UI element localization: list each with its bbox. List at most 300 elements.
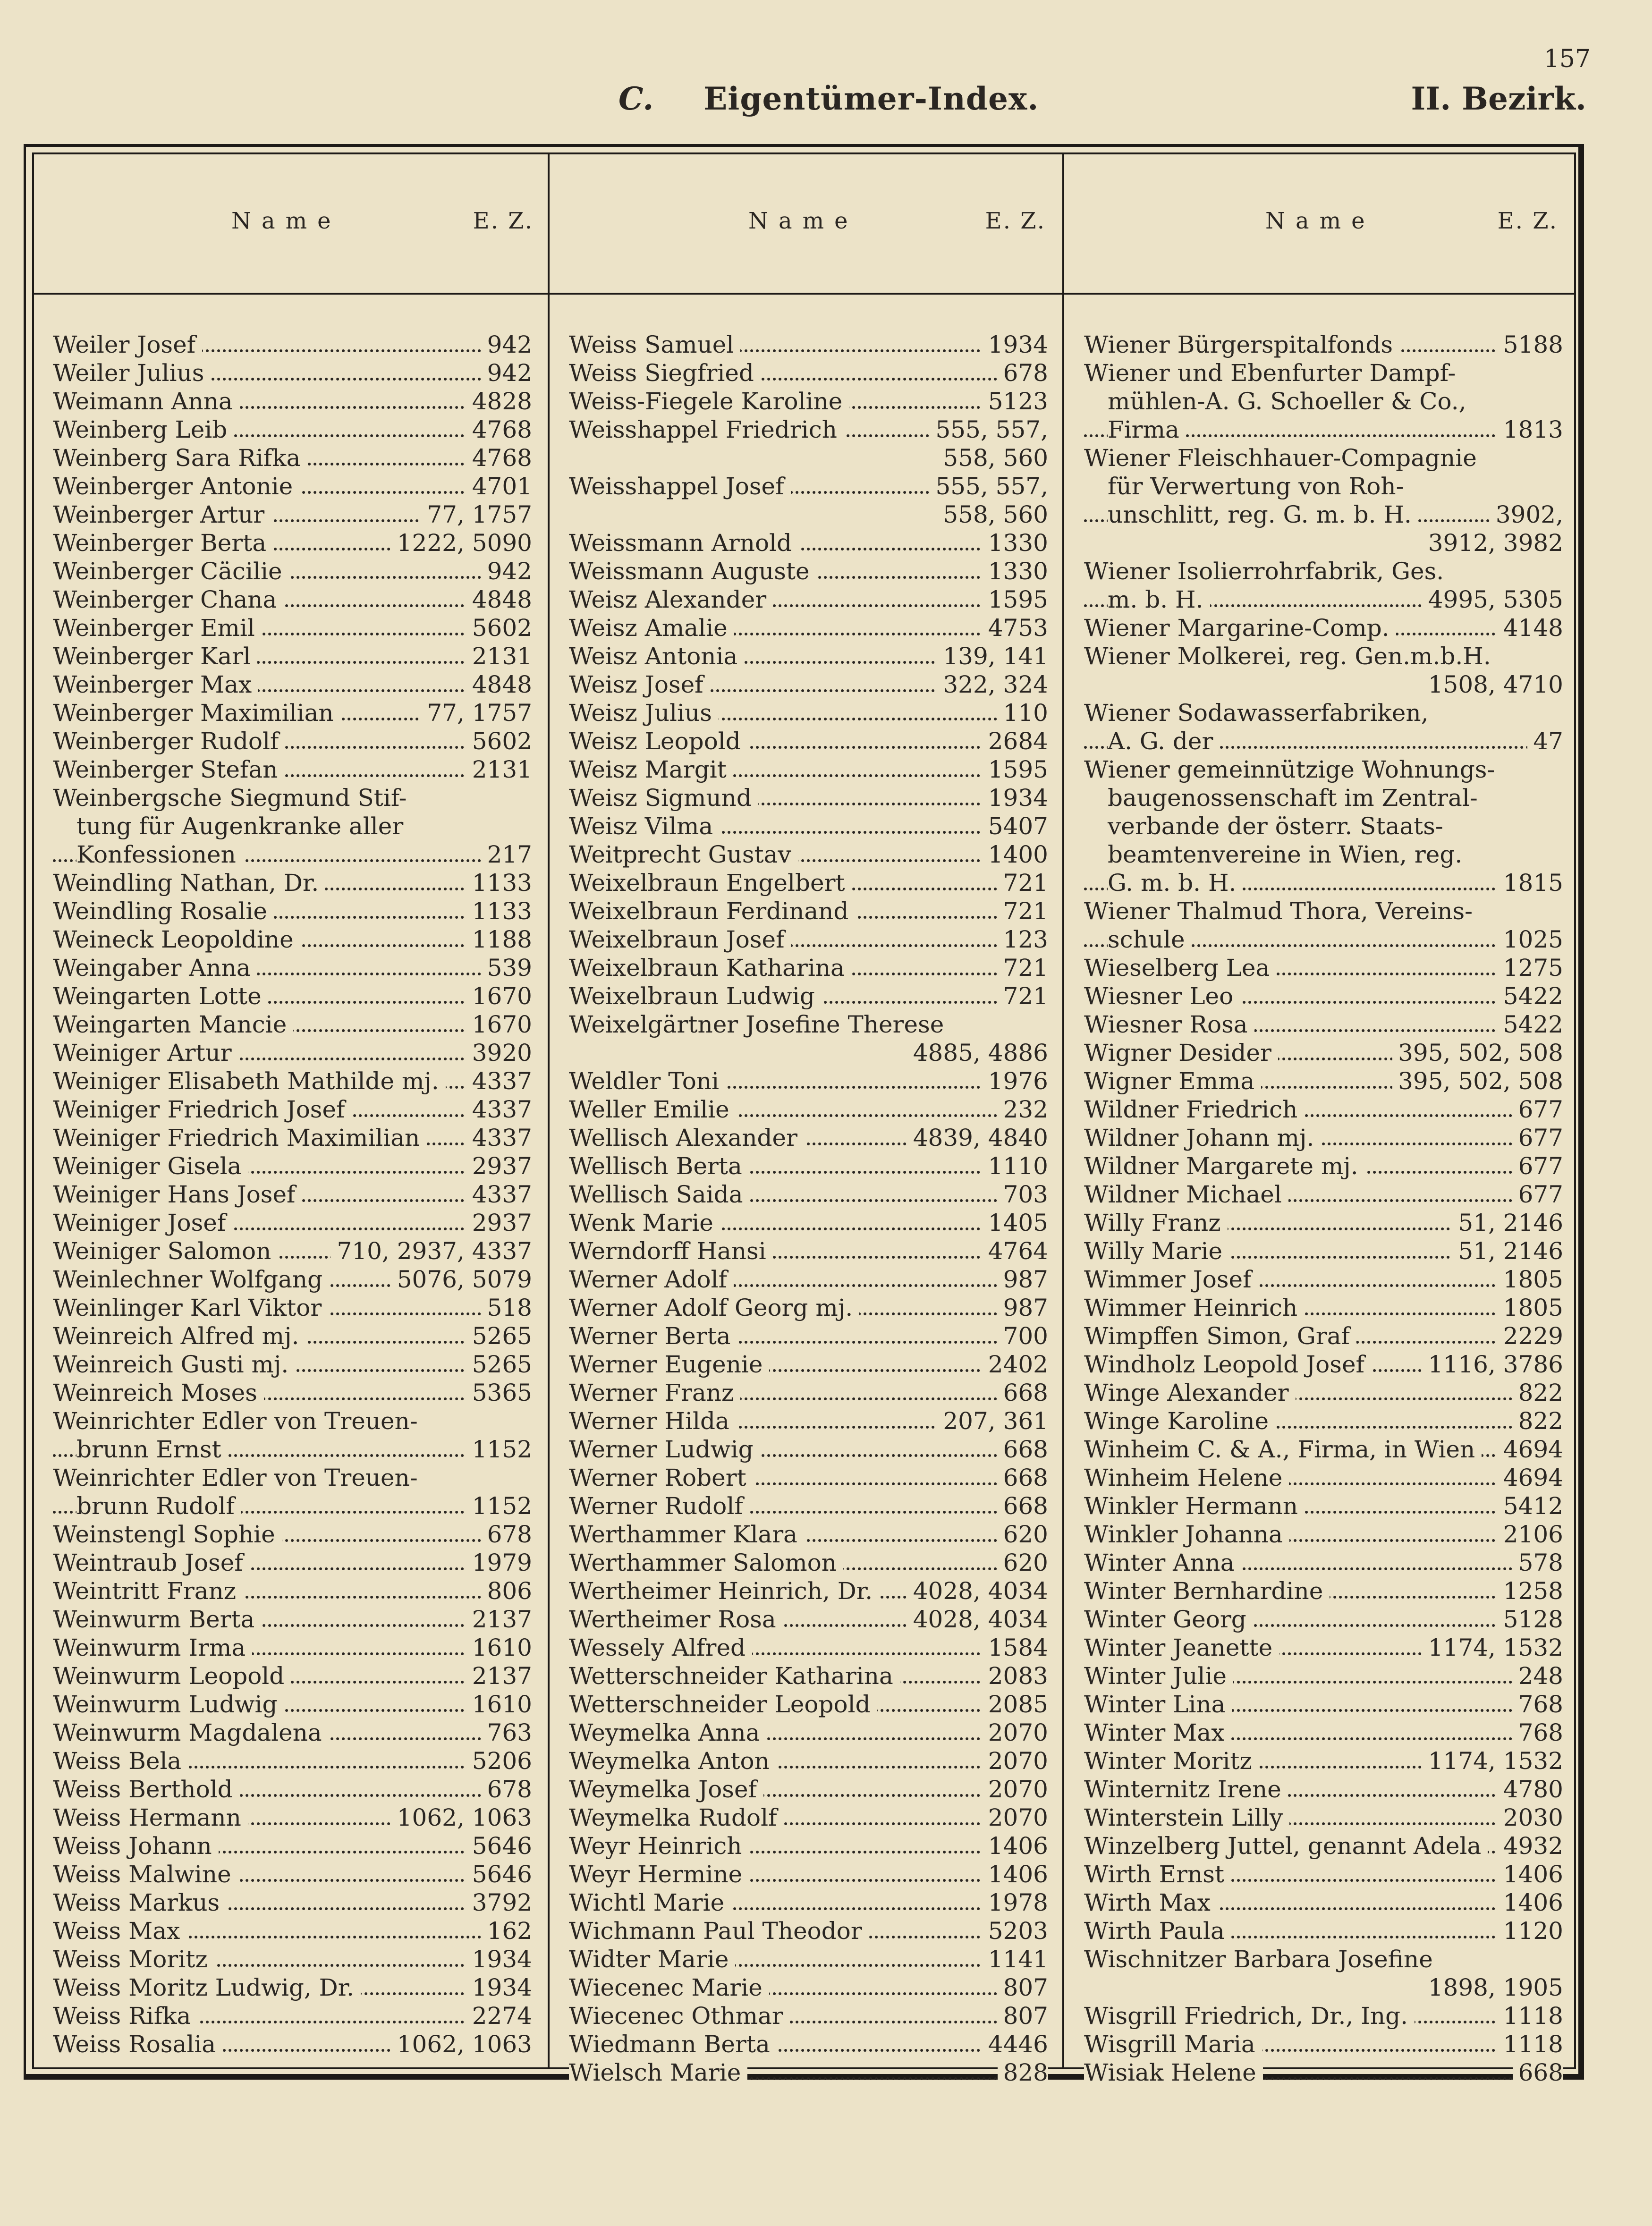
index-entry (569, 1350, 1048, 1379)
owner-name: Weller Emilie (569, 1095, 736, 1124)
ez-number: 668 (998, 1379, 1048, 1407)
index-entry (1084, 472, 1563, 500)
owner-name: Wiener Sodawasserfabriken, (1084, 699, 1435, 727)
index-entry (1084, 727, 1563, 755)
owner-name: tung für Augenkranke aller (76, 812, 410, 840)
ez-number: 162 (482, 1917, 532, 1945)
owner-name: Wellisch Berta (569, 1152, 749, 1180)
owner-name: Wiener Thalmud Thora, Vereins- (1084, 897, 1479, 925)
ez-number: 4848 (466, 670, 532, 699)
ez-number: 1174, 1532 (1423, 1634, 1563, 1662)
owner-name: Weiss Johann (53, 1832, 219, 1860)
index-entry (1084, 585, 1563, 614)
ez-number: 217 (482, 840, 532, 869)
ez-number: 668 (1513, 2058, 1563, 2087)
index-entry (53, 1605, 532, 1634)
owner-name: Wiesner Leo (1084, 982, 1240, 1010)
owner-name: Weinreich Gusti mj. (53, 1350, 295, 1379)
index-entry (1084, 840, 1563, 869)
index-entry (1084, 415, 1563, 444)
ez-number: 4768 (466, 415, 532, 444)
owner-name: Weinberger Antonie (53, 472, 299, 500)
owner-name: Willy Marie (1084, 1237, 1229, 1265)
owner-name: Wiener Bürgerspitalfonds (1084, 330, 1399, 359)
index-entry (53, 1435, 532, 1464)
ez-number: 1062, 1063 (391, 2030, 532, 2058)
owner-name: Weiss Siegfried (569, 359, 761, 387)
ez-number: 1898, 1905 (1423, 1973, 1563, 2002)
ez-number: 1670 (466, 1010, 532, 1039)
index-entry (569, 1237, 1048, 1265)
column-header-3 (1209, 208, 1572, 241)
index-entry (1084, 954, 1563, 982)
ez-number: 1133 (466, 869, 532, 897)
index-entry (53, 642, 532, 670)
owner-name: Weinberger Maximilian (53, 699, 340, 727)
index-entry (569, 1039, 1048, 1067)
ez-number: 248 (1513, 1662, 1563, 1690)
index-entry (53, 784, 532, 812)
index-entry (569, 1945, 1048, 1973)
owner-name: Wertheimer Rosa (569, 1605, 783, 1634)
owner-name: verbande der österr. Staats- (1108, 812, 1450, 840)
ez-number: 668 (998, 1464, 1048, 1492)
ez-number: 807 (998, 1973, 1048, 2002)
ez-number: 987 (998, 1265, 1048, 1294)
owner-name: Werner Franz (569, 1379, 740, 1407)
owner-name: Winternitz Irene (1084, 1775, 1288, 1803)
owner-name: Wiesner Rosa (1084, 1010, 1254, 1039)
index-entry (1084, 1747, 1563, 1775)
owner-name: Winterstein Lilly (1084, 1803, 1289, 1832)
owner-name: Wildner Johann mj. (1084, 1124, 1321, 1152)
ez-number: 1406 (983, 1832, 1048, 1860)
index-entry (1084, 755, 1563, 784)
ez-number: 1815 (1498, 869, 1563, 897)
owner-name: Weisshappel Josef (569, 472, 791, 500)
ez-number: 4694 (1498, 1464, 1563, 1492)
index-entry (569, 1492, 1048, 1520)
ez-number: 110 (998, 699, 1048, 727)
ez-number: 2937 (466, 1209, 532, 1237)
ez-number: 4768 (466, 444, 532, 472)
index-column-1 (53, 330, 532, 2058)
index-entry (569, 2030, 1048, 2058)
index-entry (1084, 1407, 1563, 1435)
owner-name: Weixelbraun Ludwig (569, 982, 822, 1010)
index-entry (569, 1152, 1048, 1180)
ez-number: 1406 (1498, 1860, 1563, 1888)
ez-number: 1805 (1498, 1294, 1563, 1322)
index-entry (569, 500, 1048, 529)
owner-name: Weldler Toni (569, 1067, 726, 1095)
index-entry (53, 699, 532, 727)
owner-name: Weinlechner Wolfgang (53, 1265, 329, 1294)
index-entry (1084, 699, 1563, 727)
index-entry (569, 1690, 1048, 1718)
ez-number: 3792 (466, 1888, 532, 1917)
ez-number: 1188 (466, 925, 532, 954)
owner-name: Widter Marie (569, 1945, 735, 1973)
index-entry (1084, 2030, 1563, 2058)
owner-name: Wiedmann Berta (569, 2030, 777, 2058)
index-entry (569, 1718, 1048, 1747)
index-entry (569, 444, 1048, 472)
owner-name: Weiss Rosalia (53, 2030, 222, 2058)
owner-name: Weisz Antonia (569, 642, 744, 670)
ez-number: 806 (482, 1577, 532, 1605)
ez-number: 77, 1757 (421, 699, 532, 727)
ez-number: 1805 (1498, 1265, 1563, 1294)
header-ez-label: E. Z. (985, 208, 1046, 234)
index-entry (53, 330, 532, 359)
owner-name: Weingarten Lotte (53, 982, 268, 1010)
owner-name: Weixelbraun Josef (569, 925, 791, 954)
index-entry (569, 642, 1048, 670)
owner-name: Winter Jeanette (1084, 1634, 1279, 1662)
index-entry (1084, 1237, 1563, 1265)
ez-number: 2070 (983, 1775, 1048, 1803)
index-entry (1084, 925, 1563, 954)
index-entry (1084, 1294, 1563, 1322)
owner-name: Weisz Sigmund (569, 784, 758, 812)
owner-name: Wenk Marie (569, 1209, 720, 1237)
index-entry (1084, 1690, 1563, 1718)
ez-number: 555, 557, (930, 415, 1048, 444)
owner-name: Weingaber Anna (53, 954, 257, 982)
ez-number: 4764 (983, 1237, 1048, 1265)
owner-name: Wiener Fleischhauer-Compagnie (1084, 444, 1483, 472)
owner-name: Wiecenec Othmar (569, 2002, 790, 2030)
owner-name: Winheim C. & A., Firma, in Wien (1084, 1435, 1482, 1464)
index-entry (1084, 1067, 1563, 1095)
index-entry (569, 529, 1048, 557)
owner-name: Weinberger Karl (53, 642, 257, 670)
ez-number: 5188 (1498, 330, 1563, 359)
index-column-2 (569, 330, 1048, 2087)
index-entry (53, 1520, 532, 1549)
ez-number: 4148 (1498, 614, 1563, 642)
owner-name: Weyr Heinrich (569, 1832, 748, 1860)
index-entry (1084, 784, 1563, 812)
owner-name: Weinberger Berta (53, 529, 273, 557)
owner-name: Weinrichter Edler von Treuen- (53, 1407, 424, 1435)
owner-name: Werthammer Klara (569, 1520, 804, 1549)
owner-name: Wiener Margarine-Comp. (1084, 614, 1396, 642)
ez-number: 1174, 1532 (1423, 1747, 1563, 1775)
ez-number: 1934 (983, 784, 1048, 812)
index-entry (53, 472, 532, 500)
index-entry (569, 699, 1048, 727)
header-name-label: Name (748, 208, 858, 234)
index-entry (569, 1265, 1048, 1294)
ez-number: 668 (998, 1492, 1048, 1520)
ez-number: 620 (998, 1520, 1048, 1549)
ez-number: 3920 (466, 1039, 532, 1067)
ez-number: 1934 (983, 330, 1048, 359)
owner-name: Werner Adolf Georg mj. (569, 1294, 859, 1322)
owner-name: Weindling Rosalie (53, 897, 274, 925)
ez-number: 5646 (466, 1832, 532, 1860)
index-entry (569, 840, 1048, 869)
index-entry (569, 1294, 1048, 1322)
header-rule (32, 293, 1576, 295)
index-entry (569, 1124, 1048, 1152)
owner-name: Wichtl Marie (569, 1888, 731, 1917)
ez-number: 4337 (466, 1124, 532, 1152)
index-entry (569, 585, 1048, 614)
ez-number: 2684 (983, 727, 1048, 755)
index-entry (53, 1407, 532, 1435)
ez-number: 1025 (1498, 925, 1563, 954)
ez-number: 822 (1513, 1407, 1563, 1435)
index-column-3 (1084, 330, 1563, 2087)
index-entry (1084, 1917, 1563, 1945)
ez-number: 678 (482, 1520, 532, 1549)
owner-name: Weinstengl Sophie (53, 1520, 282, 1549)
index-entry (53, 1379, 532, 1407)
owner-name: Weiniger Friedrich Josef (53, 1095, 352, 1124)
index-entry (569, 1322, 1048, 1350)
ez-number: 395, 502, 508 (1392, 1039, 1563, 1067)
index-entry (53, 670, 532, 699)
header-name-label: Name (1265, 208, 1375, 234)
index-entry (1084, 1718, 1563, 1747)
index-entry (569, 1803, 1048, 1832)
index-entry (53, 954, 532, 982)
owner-name: Wellisch Alexander (569, 1124, 804, 1152)
owner-name: Weinberger Rudolf (53, 727, 285, 755)
ez-number: 1610 (466, 1690, 532, 1718)
owner-name: Weiniger Artur (53, 1039, 238, 1067)
index-entry (53, 2002, 532, 2030)
owner-name: Weisz Alexander (569, 585, 773, 614)
owner-name: Weisshappel Friedrich (569, 415, 844, 444)
owner-name: Weisz Josef (569, 670, 710, 699)
ez-number: 5407 (983, 812, 1048, 840)
ez-number: 5365 (466, 1379, 532, 1407)
ez-number: 1110 (983, 1152, 1048, 1180)
index-entry (53, 840, 532, 869)
running-head (618, 80, 1586, 127)
ez-number: 5123 (983, 387, 1048, 415)
ez-number: 1258 (1498, 1577, 1563, 1605)
index-entry (1084, 1945, 1563, 1973)
index-entry (569, 727, 1048, 755)
owner-name: brunn Rudolf (76, 1492, 241, 1520)
owner-name: Wisgrill Maria (1084, 2030, 1262, 2058)
owner-name: Wisgrill Friedrich, Dr., Ing. (1084, 2002, 1415, 2030)
index-entry (53, 1803, 532, 1832)
ez-number: 677 (1513, 1095, 1563, 1124)
index-entry (53, 1860, 532, 1888)
index-entry (53, 444, 532, 472)
index-entry (53, 1322, 532, 1350)
index-entry (53, 727, 532, 755)
ez-number: 2937 (466, 1152, 532, 1180)
owner-name: beamtenvereine in Wien, reg. (1108, 840, 1469, 869)
ez-number: 768 (1513, 1718, 1563, 1747)
ez-number: 47 (1527, 727, 1563, 755)
owner-name: G. m. b. H. (1108, 869, 1243, 897)
index-entry (569, 1095, 1048, 1124)
ez-number: 4337 (466, 1095, 532, 1124)
ez-number: 2131 (466, 642, 532, 670)
index-entry (569, 1407, 1048, 1435)
owner-name: Winkler Johanna (1084, 1520, 1289, 1549)
index-entry (1084, 500, 1563, 529)
ez-number: 1152 (466, 1492, 532, 1520)
index-entry (569, 670, 1048, 699)
owner-name: Winter Moritz (1084, 1747, 1259, 1775)
owner-name: Weinlinger Karl Viktor (53, 1294, 328, 1322)
owner-name: Wetterschneider Leopold (569, 1690, 877, 1718)
ez-number: 1141 (983, 1945, 1048, 1973)
ez-number: 51, 2146 (1452, 1237, 1563, 1265)
owner-name: Winter Bernhardine (1084, 1577, 1330, 1605)
ez-number: 1610 (466, 1634, 532, 1662)
owner-name: Winzelberg Juttel, genannt Adela (1084, 1832, 1488, 1860)
index-entry (1084, 1832, 1563, 1860)
index-entry (1084, 1775, 1563, 1803)
ez-number: 678 (998, 359, 1048, 387)
index-entry (53, 982, 532, 1010)
ez-number: 822 (1513, 1379, 1563, 1407)
index-entry (1084, 1124, 1563, 1152)
index-entry (53, 2030, 532, 2058)
ez-number: 77, 1757 (421, 500, 532, 529)
owner-name: baugenossenschaft im Zentral- (1108, 784, 1484, 812)
owner-name: Weiss Moritz (53, 1945, 214, 1973)
index-entry (1084, 869, 1563, 897)
owner-name: Weinwurm Leopold (53, 1662, 291, 1690)
index-entry (53, 1209, 532, 1237)
owner-name: Weiniger Salomon (53, 1237, 278, 1265)
owner-name: Werndorff Hansi (569, 1237, 773, 1265)
owner-name: Weinwurm Magdalena (53, 1718, 329, 1747)
owner-name: mühlen-A. G. Schoeller & Co., (1108, 387, 1473, 415)
ez-number: 2137 (466, 1605, 532, 1634)
owner-name: Weixelgärtner Josefine Therese (569, 1010, 950, 1039)
index-entry (1084, 2002, 1563, 2030)
owner-name: Weyr Hermine (569, 1860, 749, 1888)
index-entry (569, 755, 1048, 784)
ez-number: 721 (998, 869, 1048, 897)
owner-name: Weinberg Sara Rifka (53, 444, 307, 472)
owner-name: Winter Georg (1084, 1605, 1253, 1634)
index-entry (569, 1888, 1048, 1917)
index-entry (53, 1549, 532, 1577)
ez-number: 942 (482, 330, 532, 359)
section-title: Eigentümer-Index. (703, 80, 1039, 117)
index-entry (1084, 642, 1563, 670)
owner-name: Weinwurm Irma (53, 1634, 252, 1662)
owner-name: Weinwurm Berta (53, 1605, 261, 1634)
index-entry (569, 982, 1048, 1010)
index-entry (1084, 1379, 1563, 1407)
ez-number: 763 (482, 1718, 532, 1747)
ez-number: 721 (998, 954, 1048, 982)
owner-name: Werner Eugenie (569, 1350, 769, 1379)
ez-number: 1330 (983, 557, 1048, 585)
ez-number: 4839, 4840 (907, 1124, 1048, 1152)
index-entry (569, 954, 1048, 982)
index-entry (569, 614, 1048, 642)
owner-name: Weisz Julius (569, 699, 719, 727)
ez-number: 1584 (983, 1634, 1048, 1662)
index-entry (53, 1832, 532, 1860)
owner-name: Winheim Helene (1084, 1464, 1289, 1492)
ez-number: 2137 (466, 1662, 532, 1690)
owner-name: Wiener und Ebenfurter Dampf- (1084, 359, 1462, 387)
index-entry (569, 869, 1048, 897)
index-entry (569, 1379, 1048, 1407)
owner-name: Wisiak Helene (1084, 2058, 1263, 2087)
index-entry (1084, 1350, 1563, 1379)
owner-name: Weingarten Mancie (53, 1010, 293, 1039)
index-entry (569, 1662, 1048, 1690)
owner-name: Weiniger Hans Josef (53, 1180, 302, 1209)
header-name-label: Name (231, 208, 341, 234)
ez-number: 51, 2146 (1452, 1209, 1563, 1237)
owner-name: Weixelbraun Engelbert (569, 869, 852, 897)
index-entry (1084, 614, 1563, 642)
index-entry (569, 1832, 1048, 1860)
header-ez-label: E. Z. (1497, 208, 1558, 234)
ez-number: 5206 (466, 1747, 532, 1775)
index-entry (53, 1294, 532, 1322)
ez-number: 2085 (983, 1690, 1048, 1718)
ez-number: 232 (998, 1095, 1048, 1124)
index-entry (53, 1577, 532, 1605)
owner-name: Weiss Rifka (53, 2002, 197, 2030)
index-entry (53, 557, 532, 585)
index-entry (53, 1265, 532, 1294)
ez-number: 5128 (1498, 1605, 1563, 1634)
owner-name: A. G. der (1108, 727, 1220, 755)
ez-number: 123 (998, 925, 1048, 954)
index-entry (569, 1775, 1048, 1803)
ez-number: 539 (482, 954, 532, 982)
ez-number: 555, 557, (930, 472, 1048, 500)
ez-number: 1120 (1498, 1917, 1563, 1945)
owner-name: Weinbergsche Siegmund Stif- (53, 784, 413, 812)
owner-name: Weintraub Josef (53, 1549, 250, 1577)
index-entry (1084, 387, 1563, 415)
owner-name: Weymelka Anton (569, 1747, 776, 1775)
index-entry (569, 897, 1048, 925)
owner-name: Weisz Leopold (569, 727, 747, 755)
owner-name: Weiniger Elisabeth Mathilde mj. (53, 1067, 446, 1095)
index-entry (1084, 1010, 1563, 1039)
owner-name: Weinreich Moses (53, 1379, 264, 1407)
index-entry (1084, 529, 1563, 557)
index-entry (1084, 1549, 1563, 1577)
index-entry (1084, 670, 1563, 699)
index-entry (569, 557, 1048, 585)
index-entry (1084, 444, 1563, 472)
index-entry (1084, 1605, 1563, 1634)
owner-name: schule (1108, 925, 1192, 954)
index-entry (569, 1747, 1048, 1775)
ez-number: 1595 (983, 755, 1048, 784)
owner-name: Weinberger Artur (53, 500, 271, 529)
index-entry (569, 1010, 1048, 1039)
ez-number: 3902, (1490, 500, 1563, 529)
index-entry (1084, 1322, 1563, 1350)
ez-number: 721 (998, 897, 1048, 925)
ez-number: 2131 (466, 755, 532, 784)
